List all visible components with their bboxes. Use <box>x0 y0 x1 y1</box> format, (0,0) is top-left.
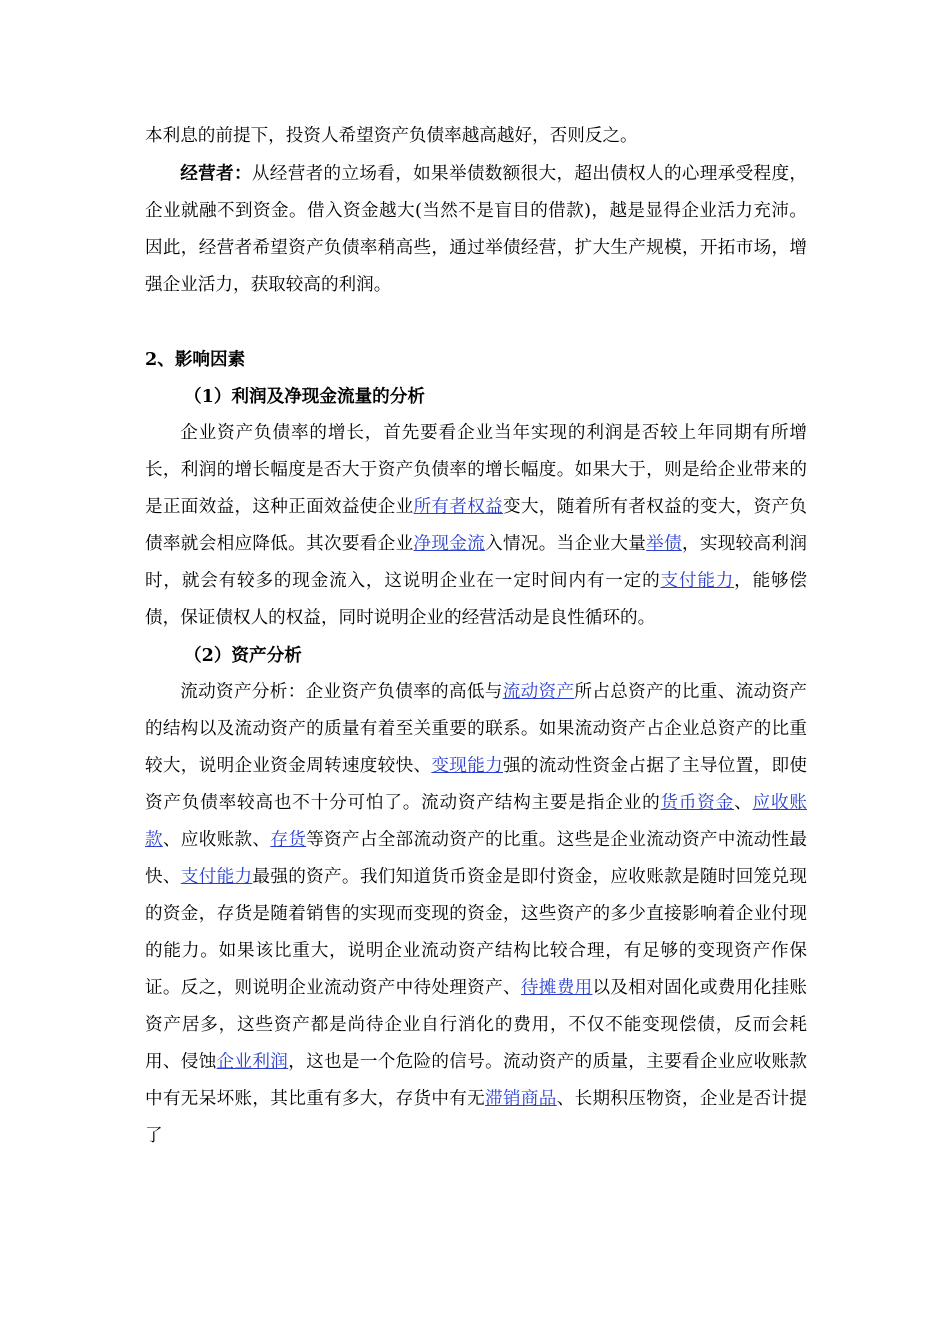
text-run: ，实现较高利润时，就会有较多的现金流入，这说明企业在一定时间内有一定的 <box>145 534 807 591</box>
paragraph-investor-continued: 本利息的前提下，投资人希望资产负债率越高越好，否则反之。 <box>145 126 638 146</box>
paragraph-profit-analysis <box>145 415 807 637</box>
operator-text: 从经营者的立场看，如果举债数额很大，超出债权人的心理承受程度，企业就融不到资金。借入资金越大(当然不是盲目的借款)，越是显得企业活力充沛。因此，经营者希望资产负债率稍高些，通过举债经营，扩大生产规模，开拓市场，增强企业活力，获取较高的利润。 <box>145 164 807 295</box>
text-run: 流动资产分析：企业资产负债率的高低与 <box>180 682 503 702</box>
text-run: 等资产占全部流动资产的比重。这些是企业流动资产中流动性最快、 <box>145 830 807 887</box>
document-body <box>145 118 807 1155</box>
subheading-asset-analysis: （2）资产分析 <box>184 645 302 666</box>
paragraph-asset-analysis <box>145 674 807 1155</box>
link-liquidity-ability[interactable]: 变现能力 <box>431 756 503 776</box>
link-deferred-expenses[interactable]: 待摊费用 <box>520 978 593 998</box>
text-run: ，能够偿债，保证债权人的权益，同时说明企业的经营活动是良性循环的。 <box>145 571 807 628</box>
text-run: 所占总资产的比重、流动资产的结构以及流动资产的质量有着至关重要的联系。如果流动资产占企业总资产的比重较大，说明企业资金周转速度较快、 <box>145 682 807 776</box>
text-run: 、长期积压物资，企业是否计提了 <box>145 1089 807 1146</box>
link-payment-capacity-2[interactable]: 支付能力 <box>180 867 253 887</box>
paragraph-operator <box>145 155 807 304</box>
link-unsalable-goods[interactable]: 滞销商品 <box>485 1089 557 1109</box>
link-accounts-receivable[interactable]: 应收账款 <box>145 793 807 850</box>
link-payment-capacity[interactable]: 支付能力 <box>660 571 735 591</box>
text-run: 以及相对固化或费用化挂账资产居多，这些资产都是尚待企业自行消化的费用，不仅不能变现偿债，反而会耗用、侵蚀 <box>145 978 807 1072</box>
text-run: 企业资产负债率的增长，首先要看企业当年实现的利润是否较上年同期有所增长，利润的增长幅度是否大于资产负债率的增长幅度。如果大于，则是给企业带来的是正面效益，这种正面效益使企业 <box>145 423 807 517</box>
link-enterprise-profit[interactable]: 企业利润 <box>216 1052 289 1072</box>
text-run: 强的流动性资金占据了主导位置，即使资产负债率较高也不十分可怕了。流动资产结构主要是指企业的 <box>145 756 807 813</box>
section-heading-factors: 2、影响因素 <box>145 349 246 370</box>
link-inventory[interactable]: 存货 <box>270 830 307 850</box>
text-run: 最强的资产。我们知道货币资金是即付资金，应收账款是随时回笼兑现的资金，存货是随着销售的实现而变现的资金，这些资产的多少直接影响着企业付现的能力。如果该比重大，说明企业流动资产结构比较合理，有足够的变现资产作保证。反之，则说明企业流动资产中待处理资产、 <box>145 867 807 998</box>
link-current-assets[interactable]: 流动资产 <box>502 682 575 702</box>
link-borrowing[interactable]: 举债 <box>646 534 682 554</box>
text-run: 入情况。当企业大量 <box>485 534 647 554</box>
text-run: ，这也是一个危险的信号。流动资产的质量，主要看企业应收账款中有无呆坏账，其比重有多大，存货中有无 <box>145 1052 807 1109</box>
operator-label: 经营者： <box>180 163 252 184</box>
subheading-profit-cashflow: （1）利润及净现金流量的分析 <box>184 386 425 407</box>
link-net-cash-flow[interactable]: 净现金流 <box>413 534 486 554</box>
text-run: 、 <box>734 793 753 813</box>
text-run: 、应收账款、 <box>162 830 271 850</box>
link-owners-equity[interactable]: 所有者权益 <box>413 497 503 517</box>
paragraph-spacer <box>145 304 807 341</box>
text-run: 变大，随着所有者权益的变大，资产负债率就会相应降低。其次要看企业 <box>145 497 807 554</box>
link-monetary-funds[interactable]: 货币资金 <box>660 793 735 813</box>
